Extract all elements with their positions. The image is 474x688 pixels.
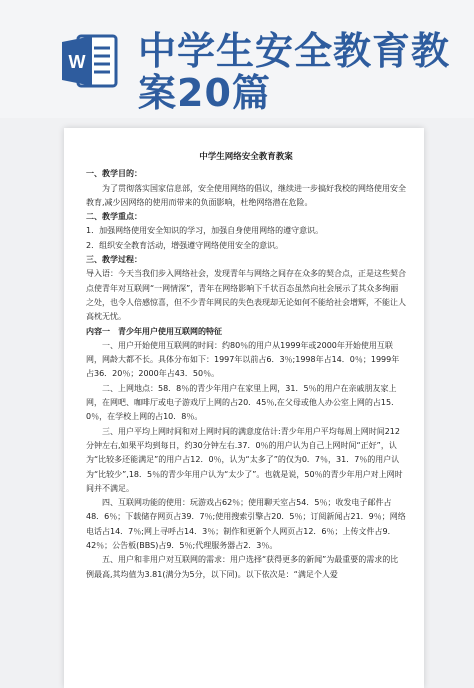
- content-1-paragraph-3: 三、用户平均上网时间和对上网时间的满意度估计:青少年用户平均每周上网时间212分钟左右,如果平均到每日，约30分钟左右.37．0％的用户认为自己上网时间“正好”，认为“比较多还能满足”的用户占12．0％，认为“太多了”的仅为0．7％，31．7％的用户认为“比较少”,18．5％的青少年用户认为“太少了”。也就是说，50％的青少年用户对上网时间并不满足。: [86, 426, 403, 493]
- section-3-paragraph: 导入语：今天当我们步入网络社会，发现青年与网络之间存在众多的契合点，正是这些契合点使青年对互联网“一网情深”，青年在网络影响下千状百态虽然向社会展示了其众多绚丽之处，也令人倍感惊喜，但不少青年网民的失色表现却无论如何不能给社会增辉，不能让人高枕无忧。: [86, 269, 406, 322]
- section-1-heading: 一、教学目的：: [86, 169, 142, 179]
- content-1-paragraph-1: 一、用户开始使用互联网的时间：约80％的用户从1999年或2000年开始使用互联网，网龄大都不长。具体分布如下：1997年以前占6．3％;1998年占14．0％；1999年占36．20％；2000年占43．50％。: [86, 340, 400, 379]
- content-1-heading: 内容一 青少年用户使用互联网的特征: [86, 326, 222, 336]
- document-content: [86, 150, 406, 582]
- banner-title-line-1: 中学生安全教育教: [138, 29, 451, 73]
- word-logo-letter: W: [68, 52, 86, 72]
- content-1-paragraph-5: 五、用户和非用户对互联网的需求：用户选择“获得更多的新闻”为最重要的需求的比例最高,其均值为3.81(满分为5分，以下同)。以下依次是：“满足个人爱: [86, 555, 399, 579]
- section-3-heading: 三、教学过程：: [86, 255, 142, 265]
- word-document-icon: [60, 30, 120, 92]
- section-2-item-1: 1．加强网络使用安全知识的学习，加强自身使用网络的遵守意识。: [86, 226, 324, 236]
- banner-title-line-2: 案20篇: [138, 71, 271, 115]
- content-1-paragraph-4: 四、互联网功能的使用：玩游戏占62％；使用聊天室占54．5％；收发电子邮件占48．6％；下载储存网页占39．7％;使用搜索引擎占20．5％；订阅新闻占21．9％；网络电话占14．7％;网上寻呼占14．3％；制作和更新个人网页占12．6％；上传文件占9．42％；公告板(BBS)占9．5％;代理服务器占2．3％。: [86, 498, 406, 551]
- banner-title: [138, 30, 468, 114]
- section-2-item-2: 2．组织安全教育活动，增强遵守网络使用安全的意识。: [86, 240, 284, 250]
- banner: [0, 0, 474, 118]
- content-1-paragraph-2: 二、上网地点：58．8％的青少年用户在家里上网，31．5％的用户在亲戚朋友家上网，在网吧、咖啡厅或电子游戏厅上网的占20．45％,在父母或他人办公室上网的占15．0％，在学校上网的占10．8％。: [86, 383, 400, 422]
- document-title: 中学生网络安全教育教案: [199, 152, 293, 162]
- section-1-paragraph: 为了贯彻落实国家信息部，安全使用网络的倡议，继续进一步搞好我校的网络使用安全教育,减少因网络的使用而带来的负面影响，杜绝网络潜在危险。: [86, 183, 406, 207]
- section-2-heading: 二、教学重点：: [86, 212, 142, 222]
